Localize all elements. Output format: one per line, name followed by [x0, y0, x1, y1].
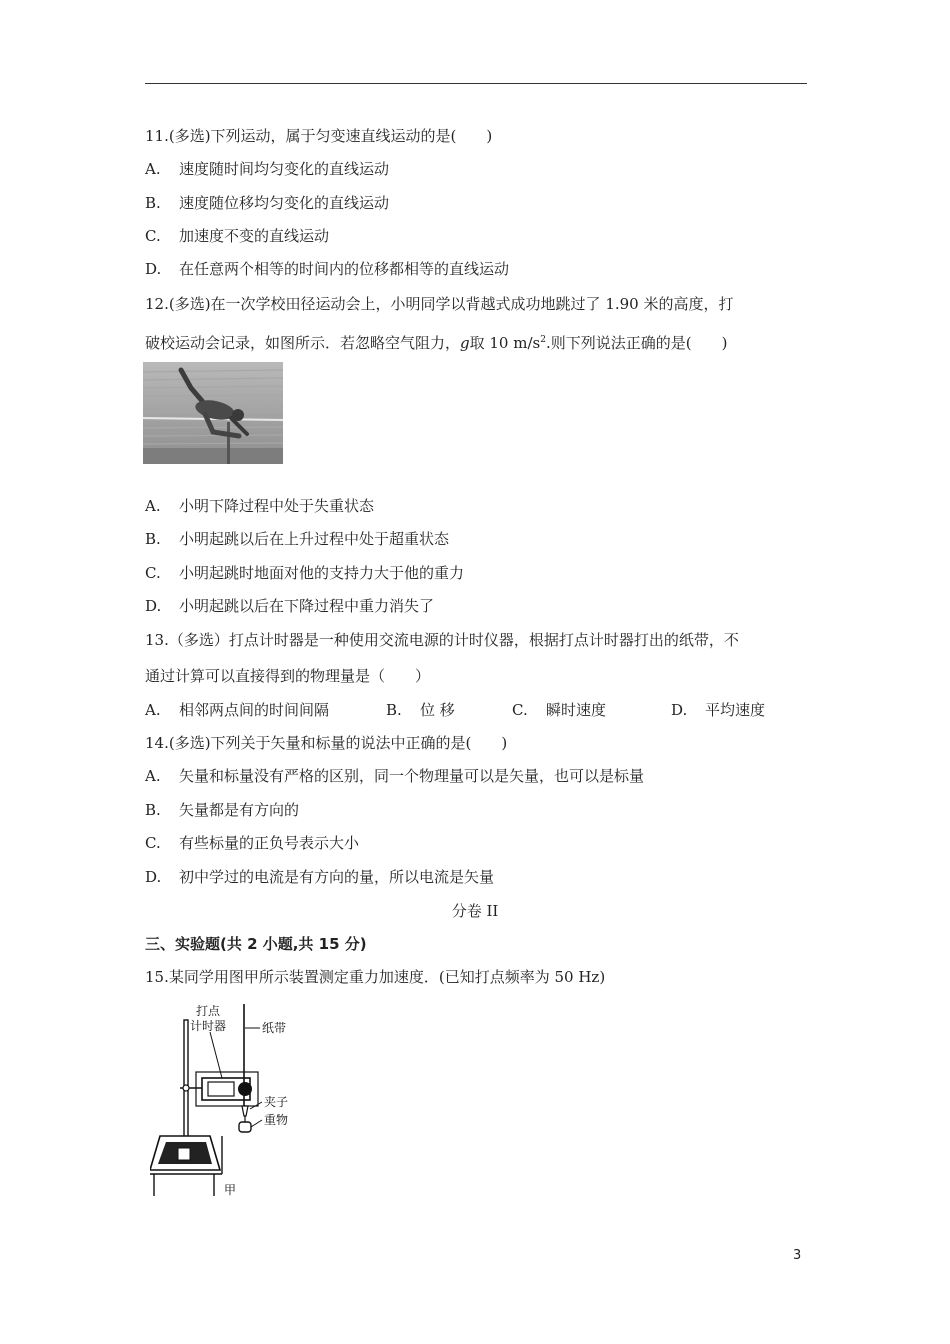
option-text: 相邻两点间的时间间隔 [179, 701, 330, 719]
option-text: 瞬时速度 [546, 701, 607, 719]
section3-title: 三、实验题(共 2 小题,共 15 分) [145, 935, 367, 953]
exponent: 2 [540, 335, 546, 345]
option-text: 速度随位移均匀变化的直线运动 [179, 194, 390, 212]
option-label: C. [145, 834, 161, 852]
q12-stem-part: 取 10 m/s [469, 334, 541, 352]
q12-stem-part: .则下列说法正确的是( ) [545, 334, 728, 352]
q12-option-d [145, 596, 434, 616]
q12-stem-line1: 12.(多选)在一次学校田径运动会上，小明同学以背越式成功地跳过了 1.90 米的高度，打 [145, 295, 734, 313]
option-text: 在任意两个相等的时间内的位移都相等的直线运动 [179, 260, 510, 278]
option-text: 矢量都是有方向的 [179, 801, 300, 819]
q13-option-a [145, 700, 329, 720]
q13-option-c [512, 700, 606, 720]
q14-option-b [145, 800, 299, 820]
figure-caption: 甲 [224, 1183, 237, 1197]
q15-stem: 15.某同学用图甲所示装置测定重力加速度．(已知打点频率为 50 Hz) [145, 968, 606, 986]
option-label: A. [145, 767, 161, 785]
option-text: 速度随时间均匀变化的直线运动 [179, 160, 390, 178]
q11-option-b [145, 193, 389, 213]
q11-stem: 11.(多选)下列运动，属于匀变速直线运动的是( ) [145, 127, 493, 145]
option-label: C. [512, 701, 528, 719]
option-text: 初中学过的电流是有方向的量，所以电流是矢量 [179, 868, 495, 886]
option-label: A. [145, 497, 161, 515]
option-label: B. [386, 701, 402, 719]
label-clip: 夹子 [264, 1095, 289, 1109]
q14-option-c [145, 833, 359, 853]
option-label: C. [145, 564, 161, 582]
timer-apparatus-figure [150, 998, 310, 1198]
q11-option-c [145, 226, 329, 246]
g-symbol: g [460, 334, 470, 352]
option-text: 有些标量的正负号表示大小 [179, 834, 360, 852]
option-text: 位 移 [420, 701, 455, 719]
option-label: A. [145, 701, 161, 719]
q12-option-a [145, 496, 374, 516]
option-label: D. [145, 868, 162, 886]
option-text: 小明下降过程中处于失重状态 [179, 497, 375, 515]
option-text: 小明起跳时地面对他的支持力大于他的重力 [179, 564, 465, 582]
q14-stem: 14.(多选)下列关于矢量和标量的说法中正确的是( ) [145, 734, 508, 752]
q12-option-c [145, 563, 464, 583]
option-label: B. [145, 801, 161, 819]
option-label: B. [145, 194, 161, 212]
q14-option-a [145, 766, 644, 786]
q13-stem-line2: 通过计算可以直接得到的物理量是（ ） [145, 667, 431, 685]
part2-title: 分卷 II [451, 902, 499, 920]
q13-stem-line1: 13.（多选）打点计时器是一种使用交流电源的计时仪器，根据打点计时器打出的纸带，不 [145, 631, 739, 649]
page-number: 3 [793, 1248, 802, 1263]
q13-option-b [386, 700, 455, 720]
q14-option-d [145, 867, 494, 887]
option-text: 加速度不变的直线运动 [179, 227, 330, 245]
label-timer-line2: 计时器 [190, 1019, 227, 1033]
option-text: 小明起跳以后在下降过程中重力消失了 [179, 597, 435, 615]
option-label: D. [145, 597, 162, 615]
label-timer-line1: 打点 [196, 1004, 221, 1018]
label-weight: 重物 [264, 1113, 289, 1127]
option-label: B. [145, 530, 161, 548]
option-text: 小明起跳以后在上升过程中处于超重状态 [179, 530, 450, 548]
q11-option-d [145, 259, 509, 279]
option-text: 平均速度 [705, 701, 766, 719]
q13-option-d [671, 700, 765, 720]
option-label: D. [671, 701, 688, 719]
option-label: A. [145, 160, 161, 178]
header-rule [145, 83, 807, 84]
option-text: 矢量和标量没有严格的区别，同一个物理量可以是矢量，也可以是标量 [179, 767, 645, 785]
option-label: C. [145, 227, 161, 245]
q12-option-b [145, 529, 449, 549]
label-tape: 纸带 [262, 1021, 287, 1035]
option-label: D. [145, 260, 162, 278]
q12-stem-part: 破校运动会记录，如图所示．若忽略空气阻力， [145, 334, 461, 352]
q12-stem-line2 [145, 330, 727, 353]
high-jump-photo [143, 362, 283, 464]
q11-option-a [145, 159, 389, 179]
